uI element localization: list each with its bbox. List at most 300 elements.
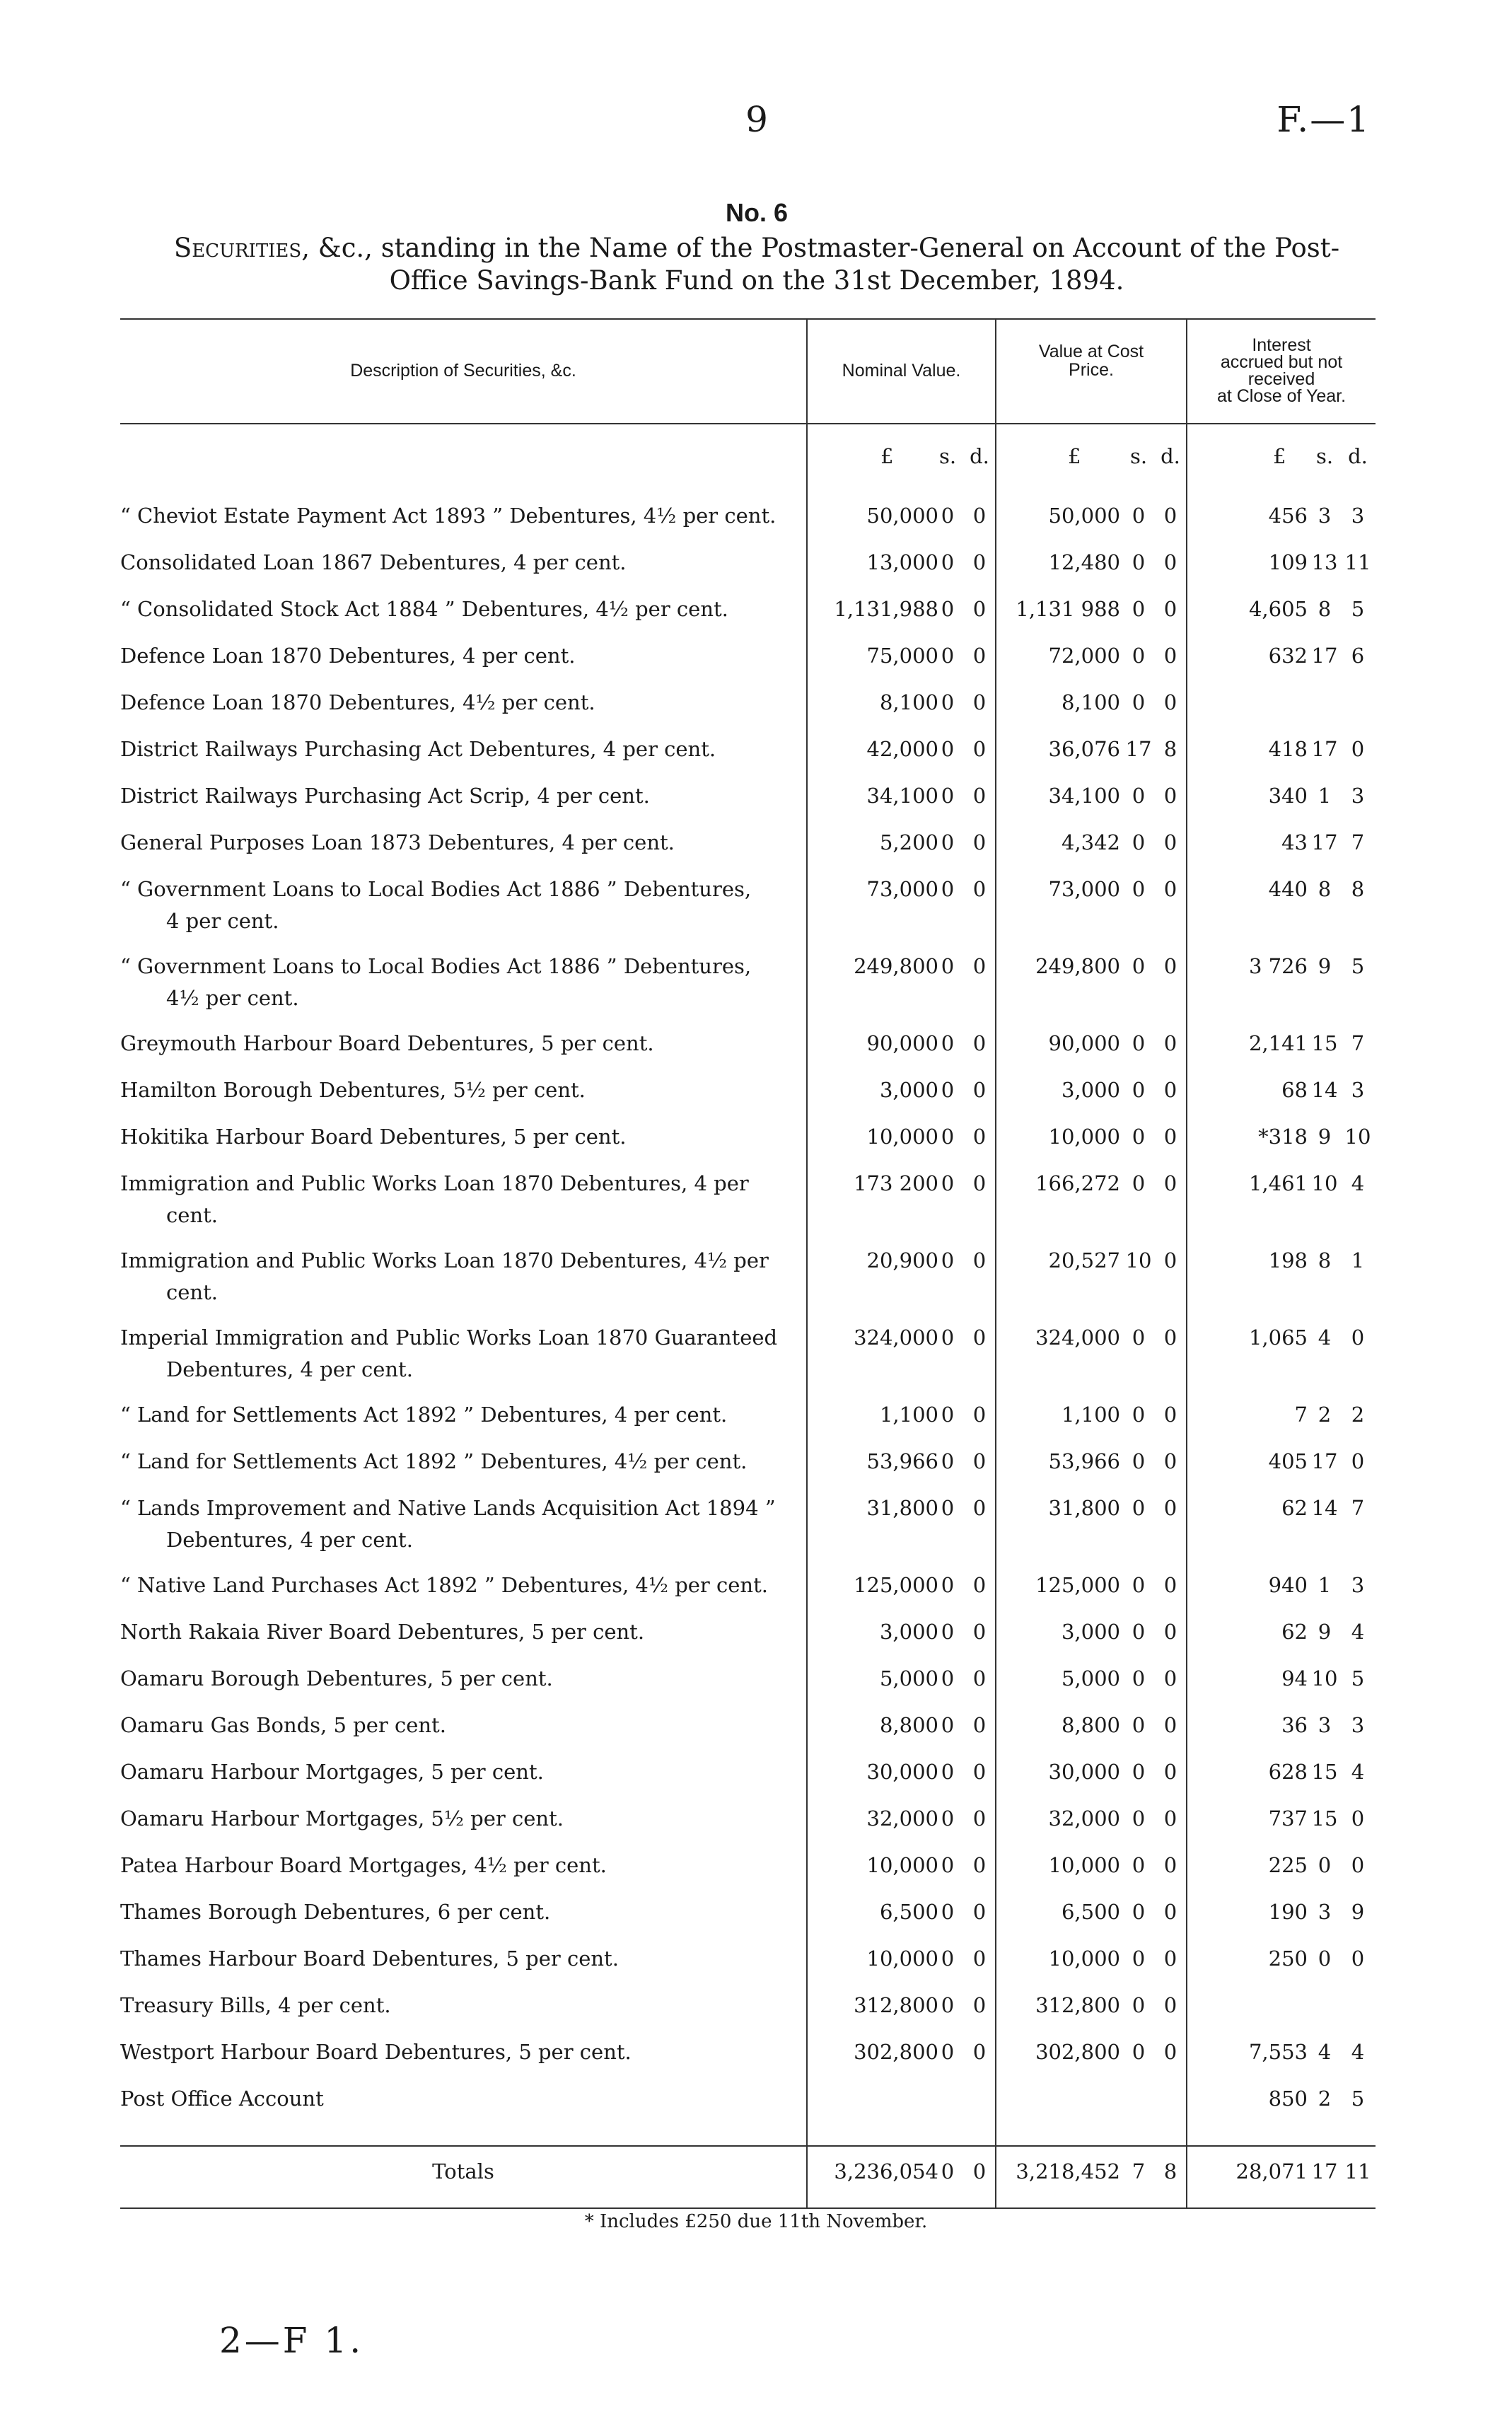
description-line-1: North Rakaia River Board Debentures, 5 per cent. (120, 1620, 645, 1644)
security-description (120, 593, 803, 625)
cost-pounds: 312,800 (1035, 1993, 1120, 2017)
nominal-pounds: 1,100 (879, 1403, 938, 1427)
cost-pence: 0 (1163, 644, 1177, 668)
nominal-pence: 0 (972, 1713, 987, 1737)
description-line-2: 4 per cent. (166, 909, 279, 933)
cost-header-line-1: Value at Cost (1038, 342, 1144, 361)
cost-shillings: 0 (1132, 504, 1146, 528)
description-line-1: Greymouth Harbour Board Debentures, 5 per cent. (120, 1031, 654, 1055)
total-nominal-pounds: 3,236,054 (834, 2159, 938, 2183)
total-nominal-pence: 0 (972, 2159, 987, 2183)
interest-shillings: 3 (1318, 1900, 1332, 1924)
description-line-1: “ Consolidated Stock Act 1884 ” Debentures, 4½ per cent. (120, 597, 728, 621)
interest-pence: 0 (1351, 1449, 1365, 1473)
interest-shillings: 0 (1318, 1853, 1332, 1877)
cost-pounds: 166,272 (1035, 1171, 1120, 1195)
interest-pounds: 440 (1268, 877, 1308, 901)
cost-pounds: 36,076 (1048, 737, 1120, 761)
cost-pounds: 32,000 (1048, 1806, 1120, 1830)
security-description (120, 1896, 803, 1928)
page-number: 9 (745, 99, 768, 140)
units-row (120, 444, 1376, 472)
description-line-2: Debentures, 4 per cent. (166, 1528, 413, 1552)
security-description (120, 1850, 803, 1881)
nominal-pence-unit: d. (970, 444, 989, 468)
cost-pence: 0 (1163, 1248, 1177, 1272)
description-line-1: Westport Harbour Board Debentures, 5 per cent. (120, 2040, 632, 2064)
column-header-nominal-value: Nominal Value. (842, 361, 961, 381)
totals-row (120, 2154, 1376, 2196)
total-nominal-shillings: 0 (941, 2159, 955, 2183)
description-line-1: Defence Loan 1870 Debentures, 4½ per cent. (120, 690, 595, 714)
interest-shillings: 17 (1311, 1449, 1338, 1473)
cost-shillings: 0 (1132, 1853, 1146, 1877)
security-description (120, 1943, 803, 1975)
interest-shillings: 9 (1318, 954, 1332, 978)
nominal-pence: 0 (972, 1620, 987, 1644)
interest-pence: 3 (1351, 504, 1365, 528)
interest-pounds: 36 (1281, 1713, 1308, 1737)
nominal-pounds: 1,131,988 (834, 597, 938, 621)
interest-shillings: 2 (1318, 2087, 1332, 2111)
cost-pence-unit: d. (1161, 444, 1180, 468)
security-description (120, 951, 803, 1014)
interest-pence: 1 (1351, 1248, 1365, 1272)
cost-pounds: 5,000 (1061, 1666, 1120, 1690)
cost-shillings-unit: s. (1129, 444, 1148, 468)
security-description (120, 1663, 803, 1695)
interest-shillings-unit: s. (1315, 444, 1334, 468)
cost-pounds: 249,800 (1035, 954, 1120, 978)
nominal-pence: 0 (972, 1449, 987, 1473)
nominal-shillings: 0 (941, 690, 955, 714)
interest-pounds: 340 (1268, 784, 1308, 808)
cost-pence: 0 (1163, 1078, 1177, 1102)
nominal-pence: 0 (972, 644, 987, 668)
cost-pence: 0 (1163, 1325, 1177, 1350)
description-line-1: Patea Harbour Board Mortgages, 4½ per cent. (120, 1853, 607, 1877)
interest-shillings: 3 (1318, 1713, 1332, 1737)
interest-shillings: 10 (1311, 1171, 1338, 1195)
nominal-pounds: 53,966 (866, 1449, 938, 1473)
nominal-pence: 0 (972, 597, 987, 621)
interest-pence: 7 (1351, 1031, 1365, 1055)
description-line-1: Imperial Immigration and Public Works Loan 1870 Guaranteed (120, 1325, 778, 1350)
interest-pence: 3 (1351, 1573, 1365, 1597)
interest-pence: 4 (1351, 1760, 1365, 1784)
interest-shillings: 0 (1318, 1946, 1332, 1971)
cost-shillings: 0 (1132, 1496, 1146, 1520)
nominal-shillings: 0 (941, 504, 955, 528)
interest-pounds: 198 (1268, 1248, 1308, 1272)
security-description (120, 1990, 803, 2021)
cost-pounds: 73,000 (1048, 877, 1120, 901)
interest-pounds: 940 (1268, 1573, 1308, 1597)
cost-shillings: 0 (1132, 954, 1146, 978)
description-line-1: Hokitika Harbour Board Debentures, 5 per cent. (120, 1125, 627, 1149)
cost-shillings: 0 (1132, 1760, 1146, 1784)
interest-pence: 0 (1351, 737, 1365, 761)
interest-pounds: 250 (1268, 1946, 1308, 1971)
cost-shillings: 0 (1132, 1171, 1146, 1195)
cost-pounds-unit: £ (1068, 444, 1081, 468)
total-interest-pounds: 28,071 (1235, 2159, 1308, 2183)
security-description (120, 1121, 803, 1153)
description-line-1: “ Cheviot Estate Payment Act 1893 ” Debentures, 4½ per cent. (120, 504, 777, 528)
description-line-1: Thames Harbour Board Debentures, 5 per cent. (120, 1946, 619, 1971)
column-header-description: Description of Securities, &c. (350, 361, 576, 381)
interest-pounds-unit: £ (1273, 444, 1286, 468)
nominal-pounds: 20,900 (866, 1248, 938, 1272)
nominal-pounds: 5,200 (879, 830, 938, 854)
cost-pence: 0 (1163, 1496, 1177, 1520)
nominal-pounds: 42,000 (866, 737, 938, 761)
total-interest-shillings: 17 (1311, 2159, 1338, 2183)
security-description (120, 500, 803, 532)
interest-pounds: 2,141 (1248, 1031, 1308, 1055)
nominal-pounds: 3,000 (879, 1620, 938, 1644)
interest-shillings: 3 (1318, 504, 1332, 528)
cost-shillings: 0 (1132, 1031, 1146, 1055)
security-description (120, 1710, 803, 1741)
interest-pence-unit: d. (1348, 444, 1368, 468)
nominal-pounds: 10,000 (866, 1853, 938, 1877)
description-line-1: District Railways Purchasing Act Scrip, 4 per cent. (120, 784, 650, 808)
nominal-pounds: 34,100 (866, 784, 938, 808)
interest-header-line-2: accrued but not (1220, 352, 1343, 372)
nominal-pence: 0 (972, 1171, 987, 1195)
nominal-pounds: 249,800 (854, 954, 938, 978)
interest-shillings: 17 (1311, 737, 1338, 761)
cost-pounds: 20,527 (1048, 1248, 1120, 1272)
security-description (120, 1322, 803, 1386)
nominal-pounds: 8,800 (879, 1713, 938, 1737)
column-header-cost-value (996, 318, 1186, 403)
cost-pence: 0 (1163, 597, 1177, 621)
cost-pounds: 324,000 (1035, 1325, 1120, 1350)
interest-pounds: 62 (1281, 1620, 1308, 1644)
security-description (120, 1616, 803, 1648)
nominal-shillings: 0 (941, 1248, 955, 1272)
cost-pounds: 12,480 (1048, 550, 1120, 574)
interest-shillings: 4 (1318, 1325, 1332, 1350)
description-line-1: “ Government Loans to Local Bodies Act 1886 ” Debentures, (120, 877, 752, 901)
cost-shillings: 0 (1132, 784, 1146, 808)
table-bottom-rule (120, 2207, 1376, 2209)
interest-pence: 5 (1351, 954, 1365, 978)
interest-header-line-4: at Close of Year. (1216, 386, 1347, 406)
interest-pence: 0 (1351, 1946, 1365, 1971)
interest-pounds: 190 (1268, 1900, 1308, 1924)
interest-pounds: 4,605 (1248, 597, 1308, 621)
cost-shillings: 0 (1132, 1078, 1146, 1102)
cost-pence: 0 (1163, 1573, 1177, 1597)
interest-pence: 9 (1351, 1900, 1365, 1924)
security-description (120, 1245, 803, 1309)
interest-shillings: 10 (1311, 1666, 1338, 1690)
interest-pence: 7 (1351, 1496, 1365, 1520)
nominal-pence: 0 (972, 1031, 987, 1055)
interest-pounds: 94 (1281, 1666, 1308, 1690)
interest-pounds: *318 (1258, 1125, 1308, 1149)
cost-pounds: 1,131 988 (1016, 597, 1120, 621)
description-line-1: District Railways Purchasing Act Debentures, 4 per cent. (120, 737, 716, 761)
cost-pence: 8 (1163, 737, 1177, 761)
description-line-1: “ Land for Settlements Act 1892 ” Debentures, 4 per cent. (120, 1403, 728, 1427)
cost-pounds: 90,000 (1048, 1031, 1120, 1055)
nominal-shillings: 0 (941, 1078, 955, 1102)
nominal-shillings: 0 (941, 1713, 955, 1737)
security-description (120, 1168, 803, 1231)
interest-pounds: 628 (1268, 1760, 1308, 1784)
nominal-pence: 0 (972, 1573, 987, 1597)
nominal-pounds: 8,100 (879, 690, 938, 714)
cost-pence: 0 (1163, 784, 1177, 808)
nominal-pence: 0 (972, 1760, 987, 1784)
nominal-shillings: 0 (941, 1325, 955, 1350)
cost-pence: 0 (1163, 1946, 1177, 1971)
nominal-shillings: 0 (941, 1806, 955, 1830)
description-line-1: Consolidated Loan 1867 Debentures, 4 per cent. (120, 550, 627, 574)
nominal-pence: 0 (972, 504, 987, 528)
interest-pence: 4 (1351, 1620, 1365, 1644)
interest-shillings: 15 (1311, 1031, 1338, 1055)
cost-pence: 0 (1163, 1760, 1177, 1784)
nominal-pence: 0 (972, 1403, 987, 1427)
interest-pence: 3 (1351, 1713, 1365, 1737)
description-line-1: Treasury Bills, 4 per cent. (120, 1993, 391, 2017)
nominal-pence: 0 (972, 1946, 987, 1971)
interest-pounds: 1,461 (1248, 1171, 1308, 1195)
interest-pence: 10 (1344, 1125, 1371, 1149)
cost-pence: 0 (1163, 1666, 1177, 1690)
table-title-line-2: Office Savings-Bank Fund on the 31st December, 1894. (389, 265, 1124, 296)
description-line-1: Oamaru Harbour Mortgages, 5½ per cent. (120, 1806, 564, 1830)
nominal-shillings: 0 (941, 1760, 955, 1784)
interest-shillings: 2 (1318, 1403, 1332, 1427)
cost-pounds: 31,800 (1048, 1496, 1120, 1520)
nominal-shillings: 0 (941, 2040, 955, 2064)
nominal-pence: 0 (972, 1900, 987, 1924)
interest-pence: 5 (1351, 1666, 1365, 1690)
nominal-pence: 0 (972, 1853, 987, 1877)
cost-pounds: 8,800 (1061, 1713, 1120, 1737)
interest-pence: 2 (1351, 1403, 1365, 1427)
cost-shillings: 0 (1132, 830, 1146, 854)
interest-pence: 11 (1344, 550, 1371, 574)
nominal-pounds: 5,000 (879, 1666, 938, 1690)
interest-shillings: 1 (1318, 784, 1332, 808)
nominal-shillings: 0 (941, 1853, 955, 1877)
nominal-pounds: 312,800 (854, 1993, 938, 2017)
nominal-pence: 0 (972, 784, 987, 808)
cost-pounds: 125,000 (1035, 1573, 1120, 1597)
cost-pence: 0 (1163, 1031, 1177, 1055)
nominal-pounds-unit: £ (880, 444, 894, 468)
description-line-1: Immigration and Public Works Loan 1870 Debentures, 4½ per (120, 1248, 769, 1272)
nominal-pounds: 31,800 (866, 1496, 938, 1520)
description-line-1: Oamaru Harbour Mortgages, 5 per cent. (120, 1760, 544, 1784)
nominal-pounds: 50,000 (866, 504, 938, 528)
cost-pence: 0 (1163, 504, 1177, 528)
nominal-pence: 0 (972, 877, 987, 901)
cost-shillings: 0 (1132, 1666, 1146, 1690)
interest-pounds: 7,553 (1248, 2040, 1308, 2064)
nominal-pence: 0 (972, 1496, 987, 1520)
interest-pence: 5 (1351, 597, 1365, 621)
security-description (120, 2083, 803, 2115)
total-cost-shillings: 7 (1132, 2159, 1146, 2183)
security-description (120, 733, 803, 765)
cost-pounds: 3,000 (1061, 1078, 1120, 1102)
cost-shillings: 0 (1132, 597, 1146, 621)
cost-shillings: 0 (1132, 1403, 1146, 1427)
cost-pounds: 10,000 (1048, 1125, 1120, 1149)
cost-shillings: 0 (1132, 644, 1146, 668)
cost-pounds: 8,100 (1061, 690, 1120, 714)
interest-pence: 0 (1351, 1806, 1365, 1830)
nominal-shillings: 0 (941, 1403, 955, 1427)
nominal-pounds: 10,000 (866, 1946, 938, 1971)
nominal-shillings: 0 (941, 1449, 955, 1473)
cost-pounds: 72,000 (1048, 644, 1120, 668)
security-description (120, 780, 803, 812)
nominal-pounds: 125,000 (854, 1573, 938, 1597)
description-line-1: Post Office Account (120, 2087, 324, 2111)
nominal-pence: 0 (972, 954, 987, 978)
interest-pounds: 109 (1268, 550, 1308, 574)
interest-shillings: 8 (1318, 1248, 1332, 1272)
security-description (120, 874, 803, 937)
nominal-shillings: 0 (941, 1666, 955, 1690)
interest-pounds: 225 (1268, 1853, 1308, 1877)
interest-shillings: 4 (1318, 2040, 1332, 2064)
nominal-shillings: 0 (941, 1573, 955, 1597)
nominal-pounds: 75,000 (866, 644, 938, 668)
interest-pence: 4 (1351, 1171, 1365, 1195)
cost-pence: 0 (1163, 1806, 1177, 1830)
interest-pounds: 632 (1268, 644, 1308, 668)
cost-pence: 0 (1163, 954, 1177, 978)
nominal-pence: 0 (972, 1125, 987, 1149)
nominal-shillings: 0 (941, 1031, 955, 1055)
cost-pounds: 4,342 (1061, 830, 1120, 854)
total-interest-pence: 11 (1344, 2159, 1371, 2183)
nominal-shillings-unit: s. (938, 444, 957, 468)
nominal-pence: 0 (972, 1806, 987, 1830)
cost-pounds: 53,966 (1048, 1449, 1120, 1473)
cost-pence: 0 (1163, 1853, 1177, 1877)
cost-shillings: 0 (1132, 1125, 1146, 1149)
cost-pence: 0 (1163, 1713, 1177, 1737)
nominal-pence: 0 (972, 1993, 987, 2017)
table-heading (120, 198, 1393, 297)
nominal-shillings: 0 (941, 1993, 955, 2017)
interest-pounds: 43 (1281, 830, 1308, 854)
title-line-1-rest: , &c., standing in the Name of the Postmaster-General on Account of the Post- (301, 233, 1340, 263)
nominal-shillings: 0 (941, 1946, 955, 1971)
security-description (120, 1446, 803, 1478)
interest-shillings: 17 (1311, 830, 1338, 854)
cost-shillings: 0 (1132, 550, 1146, 574)
cost-pence: 0 (1163, 1993, 1177, 2017)
description-line-2: cent. (166, 1280, 218, 1304)
description-line-1: “ Government Loans to Local Bodies Act 1886 ” Debentures, (120, 954, 752, 978)
description-line-1: “ Lands Improvement and Native Lands Acquisition Act 1894 ” (120, 1496, 776, 1520)
nominal-pounds: 173 200 (854, 1171, 938, 1195)
footnote: * Includes £250 due 11th November. (584, 2211, 928, 2232)
nominal-shillings: 0 (941, 830, 955, 854)
cost-shillings: 0 (1132, 877, 1146, 901)
security-description (120, 547, 803, 579)
interest-pounds: 3 726 (1248, 954, 1308, 978)
nominal-pence: 0 (972, 2040, 987, 2064)
cost-pence: 0 (1163, 1125, 1177, 1149)
cost-pounds: 3,000 (1061, 1620, 1120, 1644)
interest-pounds: 737 (1268, 1806, 1308, 1830)
cost-shillings: 0 (1132, 1620, 1146, 1644)
cost-shillings: 10 (1125, 1248, 1152, 1272)
cost-shillings: 17 (1125, 737, 1152, 761)
nominal-shillings: 0 (941, 644, 955, 668)
security-description (120, 687, 803, 719)
cost-pence: 0 (1163, 2040, 1177, 2064)
description-line-1: Hamilton Borough Debentures, 5½ per cent. (120, 1078, 586, 1102)
interest-pence: 3 (1351, 784, 1365, 808)
nominal-pounds: 3,000 (879, 1078, 938, 1102)
interest-pence: 0 (1351, 1325, 1365, 1350)
interest-pence: 7 (1351, 830, 1365, 854)
cost-shillings: 0 (1132, 1946, 1146, 1971)
cost-pounds: 34,100 (1048, 784, 1120, 808)
table-title-line-1 (120, 232, 1393, 265)
nominal-shillings: 0 (941, 954, 955, 978)
interest-shillings: 14 (1311, 1078, 1338, 1102)
cost-pence: 0 (1163, 1900, 1177, 1924)
interest-shillings: 15 (1311, 1806, 1338, 1830)
security-description (120, 827, 803, 859)
cost-pence: 0 (1163, 1449, 1177, 1473)
cost-pence: 0 (1163, 877, 1177, 901)
title-securities-word: Securities (173, 233, 302, 263)
nominal-pounds: 6,500 (879, 1900, 938, 1924)
interest-pounds: 7 (1294, 1403, 1308, 1427)
nominal-shillings: 0 (941, 550, 955, 574)
description-line-1: Thames Borough Debentures, 6 per cent. (120, 1900, 551, 1924)
cost-pounds: 10,000 (1048, 1946, 1120, 1971)
nominal-pence: 0 (972, 830, 987, 854)
cost-pounds: 30,000 (1048, 1760, 1120, 1784)
interest-header-line-1: Interest (1252, 335, 1311, 355)
cost-pounds: 10,000 (1048, 1853, 1120, 1877)
interest-shillings: 1 (1318, 1573, 1332, 1597)
interest-pence: 0 (1351, 1853, 1365, 1877)
interest-shillings: 8 (1318, 597, 1332, 621)
nominal-pounds: 324,000 (854, 1325, 938, 1350)
cost-shillings: 0 (1132, 1573, 1146, 1597)
description-line-1: Oamaru Borough Debentures, 5 per cent. (120, 1666, 553, 1690)
cost-pence: 0 (1163, 830, 1177, 854)
cost-shillings: 0 (1132, 1900, 1146, 1924)
description-line-2: 4½ per cent. (166, 986, 299, 1010)
nominal-shillings: 0 (941, 1125, 955, 1149)
cost-pounds: 302,800 (1035, 2040, 1120, 2064)
description-line-1: Immigration and Public Works Loan 1870 Debentures, 4 per (120, 1171, 749, 1195)
security-description (120, 1399, 803, 1431)
description-line-1: General Purposes Loan 1873 Debentures, 4 per cent. (120, 830, 675, 854)
table-number: No. 6 (725, 198, 788, 227)
totals-label: Totals (432, 2159, 494, 2183)
